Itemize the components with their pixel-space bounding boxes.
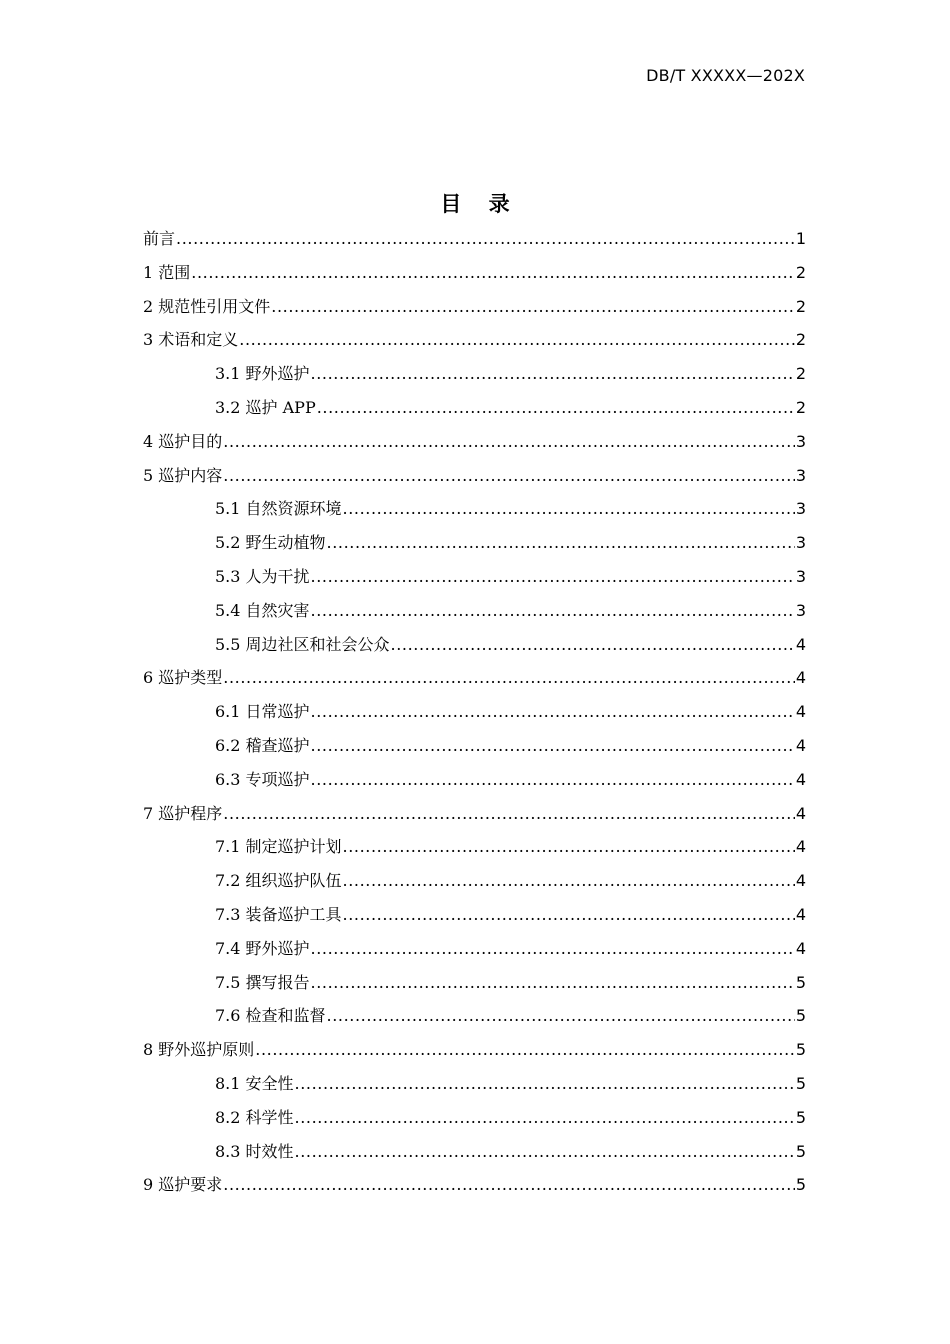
dot-leader <box>317 391 795 425</box>
toc-entry-page-number: 5 <box>795 1107 806 1127</box>
toc-entry[interactable] <box>143 661 806 695</box>
dot-leader <box>223 797 795 831</box>
toc-entry[interactable] <box>143 492 806 526</box>
toc-entry-label: 7 巡护程序 <box>143 803 223 823</box>
dot-leader <box>311 357 795 391</box>
toc-entry-label: 5.3 人为干扰 <box>215 566 310 586</box>
toc-entry-page-number: 4 <box>795 735 806 755</box>
toc-entry-page-number: 4 <box>795 837 806 857</box>
toc-entry-label: 9 巡护要求 <box>143 1175 223 1195</box>
toc-entry[interactable] <box>143 526 806 560</box>
toc-entry-page-number: 2 <box>795 296 806 316</box>
toc-title: 目 录 <box>440 192 520 216</box>
toc-entry-label: 8 野外巡护原则 <box>143 1040 255 1060</box>
dot-leader <box>343 864 795 898</box>
toc-entry-label: 7.5 撰写报告 <box>215 972 310 992</box>
toc-entry-label: 5 巡护内容 <box>143 465 223 485</box>
toc-entry-label: 7.1 制定巡护计划 <box>215 837 342 857</box>
toc-entry[interactable] <box>143 864 806 898</box>
dot-leader <box>271 290 795 324</box>
toc-entry-page-number: 5 <box>795 1040 806 1060</box>
toc-entry-page-number: 2 <box>795 330 806 350</box>
toc-entry-label: 8.3 时效性 <box>215 1141 294 1161</box>
toc-entry[interactable] <box>143 357 806 391</box>
toc-entry-label: 7.4 野外巡护 <box>215 938 310 958</box>
dot-leader <box>191 256 795 290</box>
toc-entry-page-number: 3 <box>795 431 806 451</box>
toc-entry-page-number: 4 <box>795 634 806 654</box>
toc-entry-page-number: 5 <box>795 1175 806 1195</box>
toc-entry-page-number: 4 <box>795 904 806 924</box>
toc-entry[interactable] <box>143 729 806 763</box>
toc-entry-label: 8.2 科学性 <box>215 1107 294 1127</box>
toc-entry-page-number: 4 <box>795 702 806 722</box>
toc-entry-page-number: 5 <box>795 1073 806 1093</box>
dot-leader <box>295 1135 795 1169</box>
dot-leader <box>239 323 795 357</box>
toc-entry-label: 3.2 巡护 APP <box>215 397 316 417</box>
dot-leader <box>223 661 795 695</box>
toc-entry-page-number: 1 <box>795 229 806 248</box>
toc-entry[interactable] <box>143 1033 806 1067</box>
dot-leader <box>327 999 795 1033</box>
toc-entry-label: 1 范围 <box>143 262 191 282</box>
toc-entry-page-number: 3 <box>795 566 806 586</box>
toc-entry-page-number: 4 <box>795 668 806 688</box>
dot-leader <box>176 222 795 256</box>
toc-entry[interactable] <box>143 425 806 459</box>
dot-leader <box>391 628 795 662</box>
toc-entry[interactable] <box>143 290 806 324</box>
toc-entry[interactable] <box>143 222 806 256</box>
toc-entry-label: 4 巡护目的 <box>143 431 223 451</box>
toc-entry[interactable] <box>143 830 806 864</box>
toc-entry[interactable] <box>143 459 806 493</box>
toc-entry[interactable] <box>143 898 806 932</box>
toc-entry-page-number: 4 <box>795 938 806 958</box>
toc-entry[interactable] <box>143 797 806 831</box>
toc-entry[interactable] <box>143 1067 806 1101</box>
dot-leader <box>311 966 795 1000</box>
dot-leader <box>327 526 795 560</box>
toc-entry-label: 6 巡护类型 <box>143 668 223 688</box>
toc-entry[interactable] <box>143 594 806 628</box>
toc-entry-page-number: 5 <box>795 1006 806 1026</box>
toc-entry[interactable] <box>143 1135 806 1169</box>
toc-entry-page-number: 4 <box>795 803 806 823</box>
toc-entry-label: 7.2 组织巡护队伍 <box>215 871 342 891</box>
dot-leader <box>343 898 795 932</box>
dot-leader <box>311 729 795 763</box>
dot-leader <box>311 763 795 797</box>
toc-entry-label: 5.4 自然灾害 <box>215 600 310 620</box>
toc-entry-label: 前言 <box>143 229 176 248</box>
toc-entry-label: 5.5 周边社区和社会公众 <box>215 634 390 654</box>
toc-entry-label: 2 规范性引用文件 <box>143 296 271 316</box>
toc-entry-page-number: 2 <box>795 262 806 282</box>
dot-leader <box>311 594 795 628</box>
dot-leader <box>343 830 795 864</box>
toc-entry-page-number: 5 <box>795 1141 806 1161</box>
toc-entry-page-number: 2 <box>795 364 806 384</box>
toc-entry-label: 6.2 稽查巡护 <box>215 735 310 755</box>
toc-entry[interactable] <box>143 1168 806 1202</box>
toc-entry[interactable] <box>143 966 806 1000</box>
toc-entry[interactable] <box>143 763 806 797</box>
toc-entry-page-number: 3 <box>795 600 806 620</box>
table-of-contents <box>143 222 806 1202</box>
toc-entry-label: 5.2 野生动植物 <box>215 533 326 553</box>
dot-leader <box>343 492 795 526</box>
toc-entry[interactable] <box>143 323 806 357</box>
toc-entry-page-number: 4 <box>795 769 806 789</box>
document-code: DB/T XXXXX—202X <box>646 66 805 85</box>
toc-entry[interactable] <box>143 999 806 1033</box>
toc-entry[interactable] <box>143 391 806 425</box>
dot-leader <box>311 695 795 729</box>
toc-entry[interactable] <box>143 256 806 290</box>
dot-leader <box>295 1101 795 1135</box>
toc-entry[interactable] <box>143 628 806 662</box>
toc-entry-label: 3.1 野外巡护 <box>215 364 310 384</box>
toc-entry[interactable] <box>143 695 806 729</box>
toc-entry[interactable] <box>143 1101 806 1135</box>
toc-entry-label: 7.6 检查和监督 <box>215 1006 326 1026</box>
dot-leader <box>311 560 795 594</box>
toc-entry-page-number: 3 <box>795 499 806 519</box>
dot-leader <box>311 932 795 966</box>
toc-entry-page-number: 2 <box>795 397 806 417</box>
toc-entry-page-number: 3 <box>795 465 806 485</box>
dot-leader <box>223 425 795 459</box>
toc-entry-label: 8.1 安全性 <box>215 1073 294 1093</box>
toc-entry-label: 3 术语和定义 <box>143 330 239 350</box>
dot-leader <box>223 1168 795 1202</box>
toc-entry[interactable] <box>143 560 806 594</box>
toc-entry[interactable] <box>143 932 806 966</box>
dot-leader <box>223 459 795 493</box>
toc-entry-label: 6.3 专项巡护 <box>215 769 310 789</box>
toc-entry-label: 6.1 日常巡护 <box>215 702 310 722</box>
toc-entry-label: 5.1 自然资源环境 <box>215 499 342 519</box>
toc-entry-label: 7.3 装备巡护工具 <box>215 904 342 924</box>
dot-leader <box>255 1033 795 1067</box>
toc-entry-page-number: 3 <box>795 533 806 553</box>
toc-entry-page-number: 5 <box>795 972 806 992</box>
toc-entry-page-number: 4 <box>795 871 806 891</box>
dot-leader <box>295 1067 795 1101</box>
